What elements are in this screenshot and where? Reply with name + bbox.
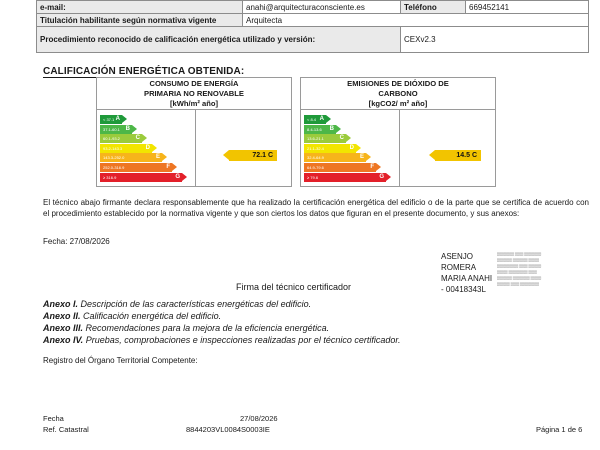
footer-date-label: Fecha: [43, 414, 64, 423]
rating-bar-letter: F: [166, 163, 170, 170]
panel-title-line: CARBONO: [378, 89, 418, 98]
rating-bar-letter: C: [135, 135, 140, 142]
declaration-text: El técnico abajo firmante declara responsablemente que ha realizado la certificación energética del edificio o de la parte que se certifica de acuerdo con el procedimiento establecido por la normativa vigente y que son ciertos los datos que figuran en el presente documento, y sus anexos:: [43, 198, 589, 218]
panel-title-line: EMISIONES DE DIÓXIDO DE: [347, 79, 449, 88]
energy-consumption-panel: [96, 77, 292, 187]
rating-bar-range: 143.3-252.0: [103, 155, 125, 161]
rating-bar-letter: B: [125, 125, 130, 132]
footer-ref-label: Ref. Catastral: [43, 425, 89, 434]
signer-line: ASENJO: [441, 252, 474, 261]
rating-bar-e: [100, 153, 162, 162]
rating-bar-range: < 37.1: [103, 117, 115, 122]
signer-line: - 00418343L: [441, 285, 486, 294]
rating-bar-letter: A: [319, 116, 324, 122]
footer-page-number: Página 1 de 6: [536, 425, 583, 434]
certifier-info-table: [36, 0, 589, 53]
panel-body: [301, 110, 495, 187]
panel-header: [97, 78, 291, 110]
annex-item: Anexo III. Recomendaciones para la mejora de la eficiencia energética.: [43, 323, 330, 333]
registry-label: Registro del Órgano Territorial Competente:: [43, 356, 198, 365]
email-value: anahi@arquitecturaconsciente.es: [243, 1, 401, 14]
procedure-row: [37, 27, 589, 53]
rating-bar-letter: A: [115, 116, 120, 122]
rating-bar-range: 252.0-316.9: [103, 164, 125, 170]
title-label: Titulación habilitante según normativa vigente: [37, 14, 243, 27]
annex-item: Anexo I. Descripción de las características energéticas del edificio.: [43, 299, 312, 309]
rating-bar-range: 60.1-93.2: [103, 136, 120, 142]
rating-bar-b: [304, 125, 336, 134]
rating-bar-a: [304, 115, 326, 124]
panel-divider: [195, 110, 196, 187]
signer-line: ROMERA: [441, 263, 477, 272]
rating-bar-range: 37.1-60.1: [103, 126, 120, 132]
panel-title-units: [kWh/m² año]: [169, 99, 219, 108]
panel-title-line: CONSUMO DE ENERGÍA: [149, 79, 239, 88]
title-row: [37, 14, 589, 27]
rating-scale: [100, 115, 182, 182]
footer-date-value: 27/08/2026: [240, 414, 278, 423]
rating-bar-range: 32.4-64.9: [307, 155, 324, 161]
rating-bar-range: 8.4-13.6: [307, 126, 322, 132]
rating-bar-letter: C: [339, 135, 344, 142]
procedure-label: Procedimiento reconocido de calificación energética utilizado y versión:: [37, 27, 401, 53]
email-label: e-mail:: [37, 1, 243, 14]
annex-item: Anexo IV. Pruebas, comprobaciones e inspecciones realizadas por el técnico certificador.: [43, 335, 401, 345]
panel-header: [301, 78, 495, 110]
rating-bar-range: ≥ 79.6: [307, 174, 319, 180]
rating-bar-letter: G: [379, 173, 384, 180]
signer-line: MARIA ANAHI: [441, 274, 493, 283]
panel-title-line: PRIMARIA NO RENOVABLE: [144, 89, 244, 98]
rating-bar-e: [304, 153, 366, 162]
signature-caption: Firma del técnico certificador: [236, 282, 352, 292]
rating-bar-c: [100, 134, 142, 143]
rating-bar-f: [100, 163, 172, 172]
co2-emissions-panel: [300, 77, 496, 187]
rating-bar-range: 13.6-21.1: [307, 136, 324, 142]
rating-bar-letter: G: [175, 173, 180, 180]
rating-bar-letter: E: [155, 154, 160, 161]
phone-value: 669452141: [466, 1, 589, 14]
panel-divider: [399, 110, 400, 187]
annex-item: Anexo II. Calificación energética del edificio.: [43, 311, 222, 321]
rating-bar-c: [304, 134, 346, 143]
section-title: CALIFICACIÓN ENERGÉTICA OBTENIDA:: [43, 66, 245, 77]
rating-indicator: 14.5 C: [435, 150, 481, 161]
rating-bar-g: [100, 173, 182, 182]
email-row: [37, 1, 589, 14]
panel-title-units: [kgCO2/ m² año]: [368, 99, 428, 108]
phone-label: Teléfono: [401, 1, 466, 14]
signer-name: [441, 251, 501, 295]
rating-bar-b: [100, 125, 132, 134]
rating-bar-range: 64.9-79.6: [307, 164, 324, 170]
digital-signature-stamp: ▒▒▒▒▒▒▒▒ ▒▒▒▒ ▒▒▒▒▒▒▒▒ ▒▒▒▒▒▒▒ ▒▒▒▒▒▒▒ ▒▒▒▒▒ ▒▒▒▒▒▒▒▒▒▒ ▒▒▒▒ ▒▒▒▒▒▒ ▒▒▒▒▒ ▒▒▒▒▒▒▒▒▒ ▒▒▒▒ ▒▒▒▒▒▒▒ ▒▒▒▒▒▒▒▒ ▒▒▒▒▒ ▒▒▒▒▒▒ ▒▒▒▒ ▒▒▒▒▒▒▒▒▒: [497, 252, 542, 286]
panel-body: [97, 110, 291, 187]
rating-bar-range: ≥ 316.9: [103, 174, 117, 180]
rating-bar-range: < 8.4: [307, 117, 317, 122]
rating-bar-f: [304, 163, 376, 172]
rating-bar-a: [100, 115, 122, 124]
rating-indicator: 72.1 C: [229, 150, 277, 161]
rating-bar-letter: D: [349, 144, 354, 151]
rating-bar-letter: F: [370, 163, 374, 170]
rating-bar-letter: E: [359, 154, 364, 161]
footer-ref-value: 8844203VL0084S0003IE: [186, 425, 270, 434]
procedure-value: CEXv2.3: [401, 27, 589, 53]
rating-bar-letter: B: [329, 125, 334, 132]
rating-bar-g: [304, 173, 386, 182]
rating-bar-d: [100, 144, 152, 153]
rating-bar-letter: D: [145, 144, 150, 151]
rating-bar-range: 21.1-32.4: [307, 145, 324, 151]
annex-list: [43, 298, 401, 346]
title-value: Arquitecta: [243, 14, 589, 27]
rating-bar-d: [304, 144, 356, 153]
rating-bar-range: 93.2-143.3: [103, 145, 123, 151]
rating-scale: [304, 115, 386, 182]
date-line: Fecha: 27/08/2026: [43, 237, 110, 246]
